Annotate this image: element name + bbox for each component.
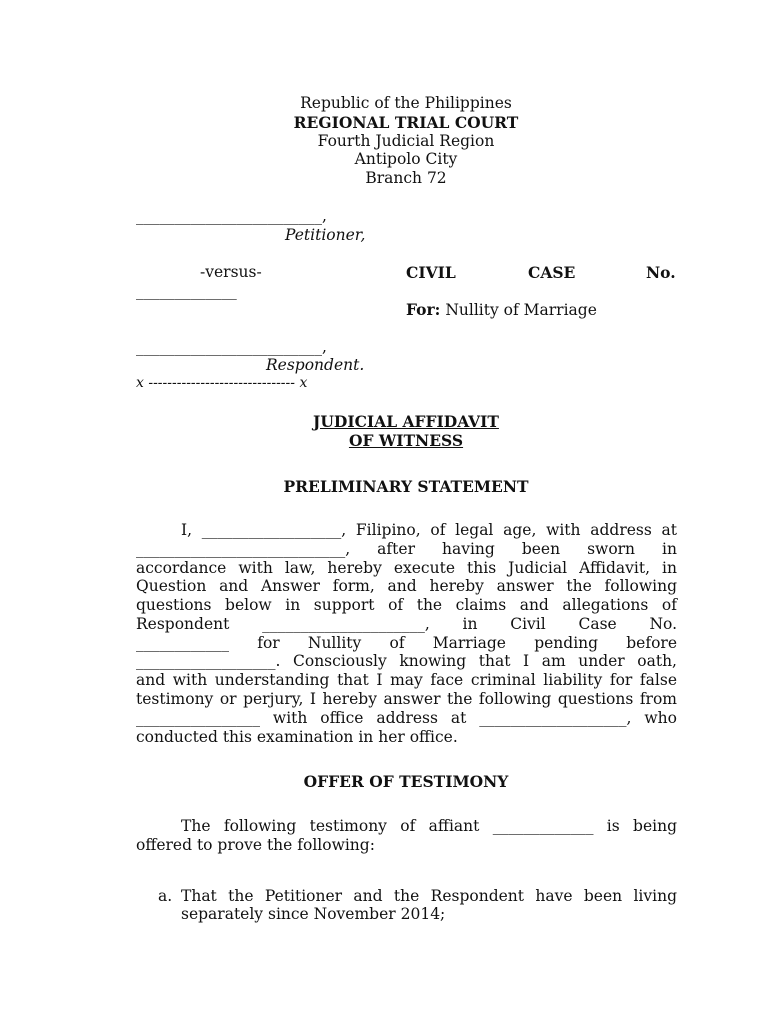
header-region: Fourth Judicial Region xyxy=(317,132,495,150)
header-city: Antipolo City xyxy=(354,150,458,168)
header-court: REGIONAL TRIAL COURT xyxy=(293,113,519,132)
preliminary-line: conducted this examination in her office. xyxy=(136,728,458,746)
case-number-blank: _____________ xyxy=(136,282,237,300)
petitioner-blank: ________________________, xyxy=(136,207,327,225)
for-value: Nullity of Marriage xyxy=(445,301,597,319)
preliminary-line: Respondent _____________________, in Civil Case No. xyxy=(136,615,677,633)
preliminary-line: questions below in support of the claims and allegations of xyxy=(136,596,677,614)
petitioner-label: Petitioner, xyxy=(285,226,366,244)
list-item-line: That the Petitioner and the Respondent have been living xyxy=(181,887,677,905)
civil-word: CIVIL xyxy=(406,263,456,282)
preliminary-heading: PRELIMINARY STATEMENT xyxy=(283,477,529,496)
respondent-label: Respondent. xyxy=(266,356,365,374)
versus-label: -versus- xyxy=(200,263,262,281)
preliminary-line: accordance with law, hereby execute this Judicial Affidavit, in xyxy=(136,559,677,577)
title-line-1: JUDICIAL AFFIDAVIT xyxy=(313,412,499,431)
preliminary-line: __________________. Consciously knowing that I am under oath, xyxy=(136,652,677,670)
preliminary-line: ____________ for Nullity of Marriage pending before xyxy=(136,634,677,652)
caption-divider: x ------------------------------- x xyxy=(136,375,308,391)
offer-heading: OFFER OF TESTIMONY xyxy=(303,772,509,791)
list-marker: a. xyxy=(158,887,173,905)
preliminary-line: ________________ with office address at ___________________, who xyxy=(136,709,677,727)
list-item-line: separately since November 2014; xyxy=(181,905,446,923)
no-word: No. xyxy=(646,263,676,282)
offer-line: The following testimony of affiant _____________ is being xyxy=(181,817,677,835)
preliminary-line: testimony or perjury, I hereby answer the following questions from xyxy=(136,690,677,708)
title-line-2: OF WITNESS xyxy=(348,431,464,450)
preliminary-line: I, __________________, Filipino, of legal age, with address at xyxy=(181,521,677,539)
respondent-blank: ________________________, xyxy=(136,338,327,356)
header-branch: Branch 72 xyxy=(365,169,447,187)
preliminary-line: and with understanding that I may face criminal liability for false xyxy=(136,671,677,689)
header-republic: Republic of the Philippines xyxy=(300,94,512,112)
case-word: CASE xyxy=(528,263,576,282)
preliminary-line: Question and Answer form, and hereby answer the following xyxy=(136,577,677,595)
preliminary-line: ___________________________, after having been sworn in xyxy=(136,540,677,558)
for-label: For: xyxy=(406,300,441,319)
offer-line: offered to prove the following: xyxy=(136,836,375,854)
for-line xyxy=(406,300,597,319)
